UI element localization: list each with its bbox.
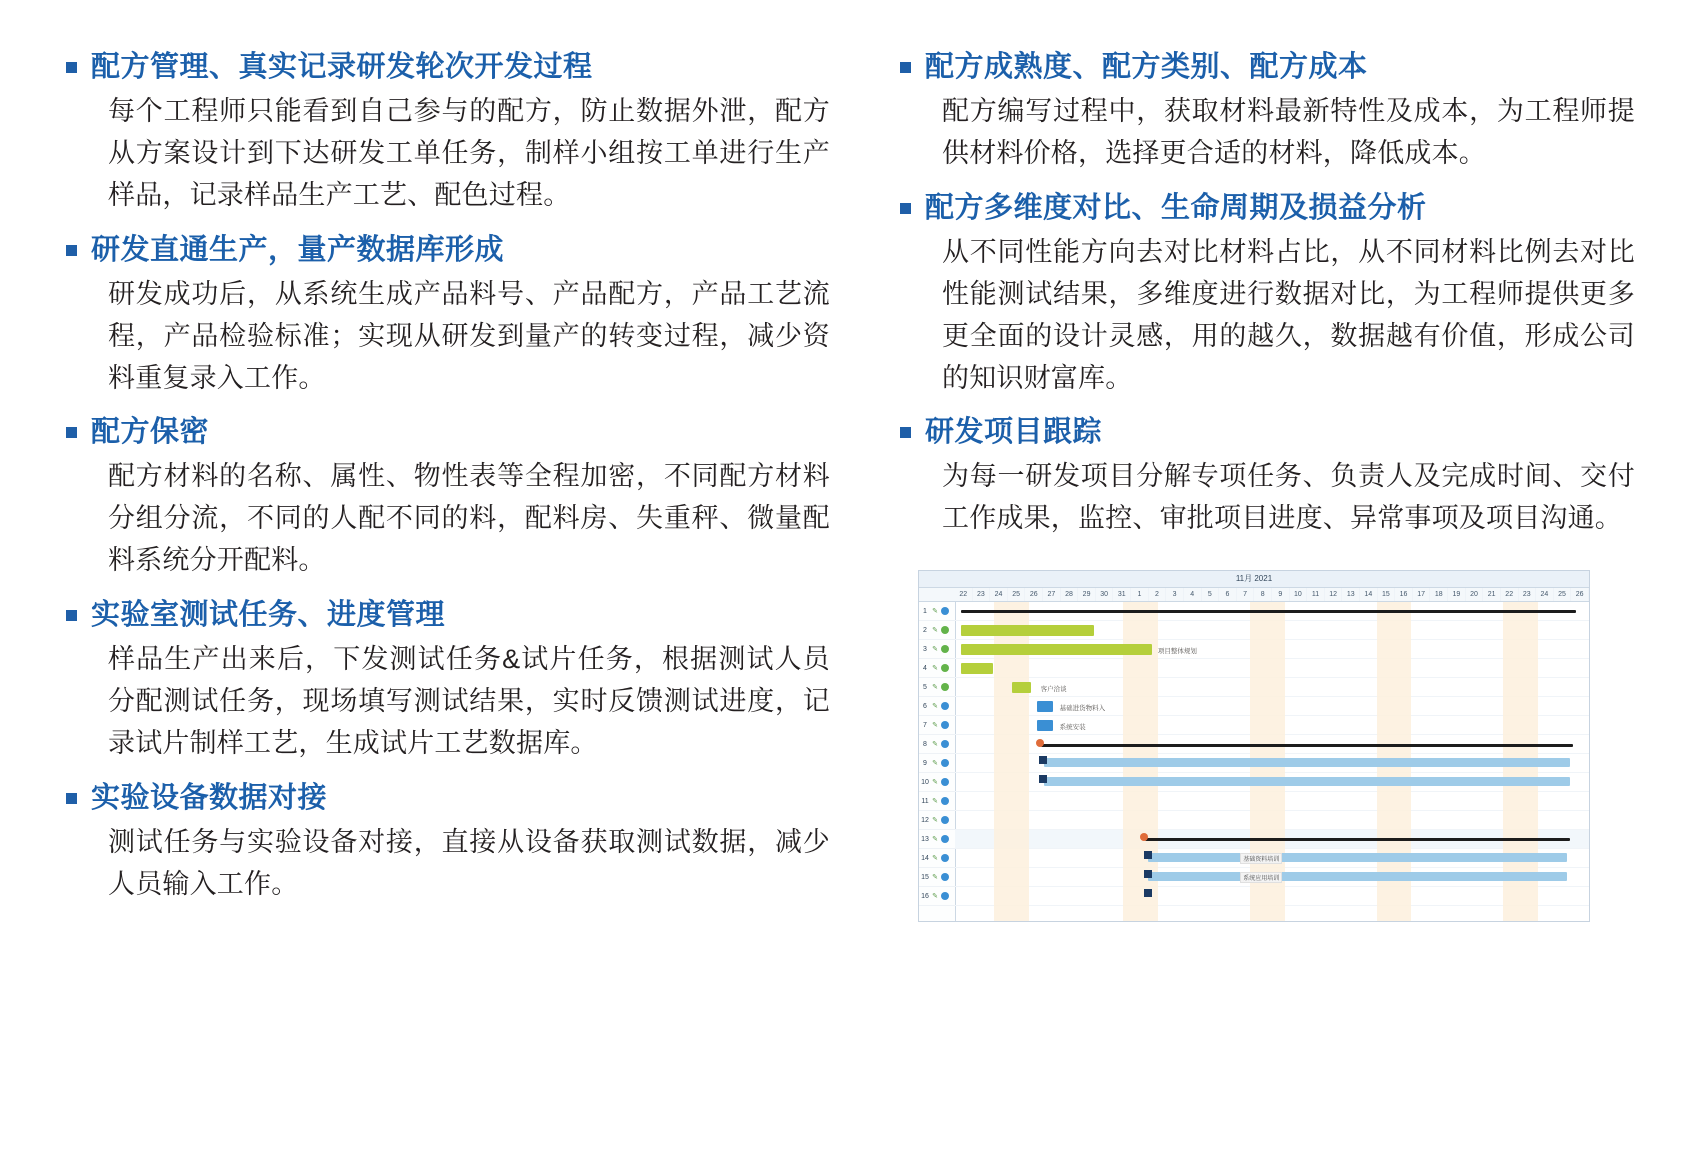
status-dot-icon[interactable] (941, 816, 949, 824)
status-dot-icon[interactable] (941, 797, 949, 805)
gantt-milestone-icon[interactable] (1144, 889, 1152, 897)
pencil-icon[interactable]: ✎ (932, 836, 938, 844)
feature-body: 每个工程师只能看到自己参与的配方，防止数据外泄，配方从方案设计到下达研发工单任务，制样小组按工单进行生产样品，记录样品生产工艺、配色过程。 (108, 96, 830, 210)
gantt-milestone-icon[interactable] (1039, 775, 1047, 783)
gantt-row-number: 7 (923, 721, 927, 729)
feature-heading: 配方成熟度、配方类别、配方成本 (925, 51, 1368, 83)
gantt-day-label: 23 (973, 588, 991, 601)
pencil-icon[interactable]: ✎ (932, 627, 938, 635)
feature-body: 从不同性能方向去对比材料占比，从不同材料比例去对比性能测试结果，多维度进行数据对比，为工程师提供更多更全面的设计灵感，用的越久，数据越有价值，形成公司的知识财富库。 (942, 236, 1635, 393)
pencil-icon[interactable]: ✎ (932, 893, 938, 901)
gantt-row-number: 12 (921, 816, 929, 824)
feature-heading: 实验设备数据对接 (91, 781, 328, 814)
feature-heading-row (900, 189, 1635, 228)
left-column (56, 48, 860, 1126)
pencil-icon[interactable]: ✎ (932, 741, 938, 749)
square-bullet-icon (66, 62, 77, 73)
gantt-body (919, 602, 1589, 922)
feature-block-equipment-integration (66, 779, 830, 906)
gantt-row-number: 2 (923, 626, 927, 634)
gantt-row-number: 10 (921, 778, 929, 786)
gantt-row-number: 11 (921, 797, 929, 805)
feature-body: 配方编写过程中，获取材料最新特性及成本，为工程师提供材料价格，选择更合适的材料，降低成本。 (942, 96, 1635, 168)
gantt-row-header[interactable] (919, 830, 955, 849)
gantt-row-header[interactable] (919, 773, 955, 792)
gantt-bar-tag: 基础资料培训 (1240, 853, 1282, 864)
gantt-bar-label: 项目整体规划 (1157, 648, 1197, 656)
status-dot-icon[interactable] (941, 721, 949, 729)
gantt-milestone-icon[interactable] (1144, 851, 1152, 859)
gantt-row-number: 3 (923, 645, 927, 653)
square-bullet-icon (66, 427, 77, 438)
gantt-task-bar[interactable] (1012, 682, 1031, 693)
gantt-day-label: 3 (1166, 588, 1184, 601)
gantt-row-number: 15 (921, 873, 929, 881)
gantt-day-label: 8 (1254, 588, 1272, 601)
feature-block-lab-testing (66, 596, 830, 765)
feature-body: 配方材料的名称、属性、物性表等全程加密，不同配方材料分组分流，不同的人配不同的料，配料房、失重秤、微量配料系统分开配料。 (108, 461, 830, 576)
gantt-row-header[interactable] (919, 887, 955, 906)
feature-heading: 配方保密 (91, 416, 210, 449)
gantt-chart-screenshot (918, 570, 1590, 922)
feature-block-recipe-management (66, 48, 830, 217)
feature-heading: 实验室测试任务、进度管理 (91, 599, 446, 632)
gantt-row-header[interactable] (919, 849, 955, 868)
gantt-task-bar[interactable] (1037, 720, 1053, 731)
gantt-day-label: 12 (1325, 588, 1343, 601)
pencil-icon[interactable]: ✎ (932, 798, 938, 806)
square-bullet-icon (66, 793, 77, 804)
gantt-day-label: 24 (1536, 588, 1554, 601)
feature-heading: 配方多维度对比、生命周期及损益分析 (925, 191, 1427, 224)
status-dot-icon[interactable] (941, 873, 949, 881)
feature-heading-row (66, 231, 830, 270)
gantt-row-header[interactable] (919, 716, 955, 735)
gantt-row-number: 6 (923, 702, 927, 710)
pencil-icon[interactable]: ✎ (932, 760, 938, 768)
gantt-day-label: 4 (1184, 588, 1202, 601)
feature-heading-row (900, 48, 1635, 87)
pencil-icon[interactable]: ✎ (932, 665, 938, 673)
gantt-day-label: 15 (1378, 588, 1396, 601)
gantt-day-label: 25 (1554, 588, 1572, 601)
gantt-row-number: 13 (921, 835, 929, 843)
gantt-task-bar[interactable] (1044, 758, 1570, 767)
feature-heading-row (900, 413, 1635, 452)
pencil-icon[interactable]: ✎ (932, 684, 938, 692)
gantt-row-header[interactable] (919, 754, 955, 773)
gantt-row-number: 8 (923, 740, 927, 748)
feature-heading: 研发直通生产，量产数据库形成 (91, 233, 505, 266)
gantt-summary-bar[interactable] (961, 610, 1576, 613)
gantt-day-label: 14 (1360, 588, 1378, 601)
gantt-day-label: 28 (1061, 588, 1079, 601)
pencil-icon[interactable]: ✎ (932, 817, 938, 825)
square-bullet-icon (900, 427, 911, 438)
gantt-day-label: 26 (1571, 588, 1589, 601)
gantt-day-label: 31 (1113, 588, 1131, 601)
pencil-icon[interactable]: ✎ (932, 855, 938, 863)
feature-heading: 研发项目跟踪 (925, 416, 1103, 449)
feature-block-rd-to-production (66, 231, 830, 400)
gantt-day-label: 11 (1307, 588, 1325, 601)
gantt-row-header[interactable] (919, 697, 955, 716)
square-bullet-icon (900, 203, 911, 214)
gantt-row-number: 5 (923, 683, 927, 691)
gantt-day-label: 13 (1342, 588, 1360, 601)
status-dot-icon[interactable] (941, 740, 949, 748)
gantt-day-label: 24 (990, 588, 1008, 601)
pencil-icon[interactable]: ✎ (932, 608, 938, 616)
gantt-day-label: 10 (1290, 588, 1308, 601)
status-dot-icon[interactable] (941, 778, 949, 786)
gantt-bar-label: 客户洽谈 (1040, 686, 1067, 694)
gantt-month-label: 11月 2021 (1235, 574, 1273, 584)
gantt-row-header[interactable] (919, 792, 955, 811)
feature-block-project-tracking (900, 413, 1635, 540)
gantt-task-bar[interactable] (961, 625, 1094, 636)
gantt-summary-bar[interactable] (1145, 838, 1570, 841)
gantt-row-number: 9 (923, 759, 927, 767)
status-dot-icon[interactable] (941, 626, 949, 634)
gantt-day-label: 9 (1272, 588, 1290, 601)
gantt-row-headers (919, 602, 956, 922)
gantt-day-label: 2 (1149, 588, 1167, 601)
feature-heading: 配方管理、真实记录研发轮次开发过程 (91, 51, 593, 83)
status-dot-icon[interactable] (941, 645, 949, 653)
feature-heading-row (66, 779, 830, 818)
gantt-task-bar[interactable] (1037, 701, 1053, 712)
gantt-day-label: 17 (1413, 588, 1431, 601)
gantt-day-label: 16 (1395, 588, 1413, 601)
square-bullet-icon (66, 245, 77, 256)
gantt-day-label: 19 (1448, 588, 1466, 601)
gantt-day-label: 18 (1430, 588, 1448, 601)
status-dot-icon[interactable] (941, 683, 949, 691)
gantt-day-label: 21 (1483, 588, 1501, 601)
feature-body: 测试任务与实验设备对接，直接从设备获取测试数据，减少人员输入工作。 (108, 826, 830, 899)
feature-block-recipe-confidentiality (66, 413, 830, 582)
pencil-icon[interactable]: ✎ (932, 646, 938, 654)
gantt-row-number: 16 (921, 892, 929, 900)
feature-block-maturity-cost (900, 48, 1635, 175)
pencil-icon[interactable]: ✎ (932, 703, 938, 711)
gantt-bar-label: 系统安装 (1059, 724, 1086, 732)
gantt-row-header[interactable] (919, 735, 955, 754)
gantt-milestone-icon[interactable] (1039, 756, 1047, 764)
gantt-day-label: 20 (1466, 588, 1484, 601)
gantt-day-label: 6 (1219, 588, 1237, 601)
status-dot-icon[interactable] (941, 664, 949, 672)
gantt-row-header[interactable] (919, 602, 955, 621)
feature-block-multidimensional-analysis (900, 189, 1635, 400)
gantt-day-label: 5 (1202, 588, 1220, 601)
feature-heading-row (66, 413, 830, 452)
gantt-task-bar[interactable] (961, 663, 993, 674)
gantt-day-label: 30 (1096, 588, 1114, 601)
gantt-summary-bar[interactable] (1041, 744, 1574, 747)
gantt-row-header[interactable] (919, 868, 955, 887)
gantt-task-bar[interactable] (1148, 872, 1566, 881)
status-dot-icon[interactable] (941, 854, 949, 862)
gantt-row-header[interactable] (919, 811, 955, 830)
gantt-task-bar[interactable] (961, 644, 1151, 655)
status-dot-icon[interactable] (941, 835, 949, 843)
gantt-day-label: 22 (955, 588, 973, 601)
status-dot-icon[interactable] (941, 892, 949, 900)
feature-body: 研发成功后，从系统生成产品料号、产品配方，产品工艺流程，产品检验标准；实现从研发到量产的转变过程，减少资料重复录入工作。 (108, 278, 830, 393)
right-column (860, 48, 1635, 1126)
pencil-icon[interactable]: ✎ (932, 779, 938, 787)
feature-body: 样品生产出来后，下发测试任务&试片任务，根据测试人员分配测试任务，现场填写测试结果，实时反馈测试进度，记录试片制样工艺，生成试片工艺数据库。 (108, 644, 830, 758)
feature-body: 为每一研发项目分解专项任务、负责人及完成时间、交付工作成果，监控、审批项目进度、异常事项及项目沟通。 (942, 461, 1635, 534)
gantt-grid (955, 602, 1589, 922)
gantt-day-label: 7 (1237, 588, 1255, 601)
gantt-row-number: 4 (923, 664, 927, 672)
gantt-milestone-icon[interactable] (1144, 870, 1152, 878)
square-bullet-icon (66, 610, 77, 621)
gantt-milestone-icon[interactable] (1036, 739, 1044, 747)
gantt-row-number: 14 (921, 854, 929, 862)
gantt-row-header[interactable] (919, 659, 955, 678)
pencil-icon[interactable]: ✎ (932, 874, 938, 882)
gantt-day-scale (919, 588, 1589, 602)
gantt-day-label: 25 (1008, 588, 1026, 601)
gantt-header (919, 571, 1589, 588)
square-bullet-icon (900, 62, 911, 73)
feature-heading-row (66, 596, 830, 635)
gantt-day-label: 26 (1025, 588, 1043, 601)
gantt-row-header[interactable] (919, 640, 955, 659)
gantt-day-label: 22 (1501, 588, 1519, 601)
feature-heading-row (66, 48, 830, 87)
gantt-bar-tag: 系统应用培训 (1240, 872, 1282, 883)
gantt-day-label: 23 (1519, 588, 1537, 601)
gantt-day-label: 29 (1078, 588, 1096, 601)
gantt-row-header[interactable] (919, 678, 955, 697)
gantt-day-label: 1 (1131, 588, 1149, 601)
gantt-row-header[interactable] (919, 621, 955, 640)
gantt-task-bar[interactable] (1148, 853, 1566, 862)
pencil-icon[interactable]: ✎ (932, 722, 938, 730)
gantt-task-bar[interactable] (1044, 777, 1570, 786)
status-dot-icon[interactable] (941, 759, 949, 767)
gantt-row-number: 1 (923, 607, 927, 615)
gantt-day-label: 27 (1043, 588, 1061, 601)
gantt-bar-label: 基础进货物料入 (1059, 705, 1106, 713)
status-dot-icon[interactable] (941, 607, 949, 615)
status-dot-icon[interactable] (941, 702, 949, 710)
